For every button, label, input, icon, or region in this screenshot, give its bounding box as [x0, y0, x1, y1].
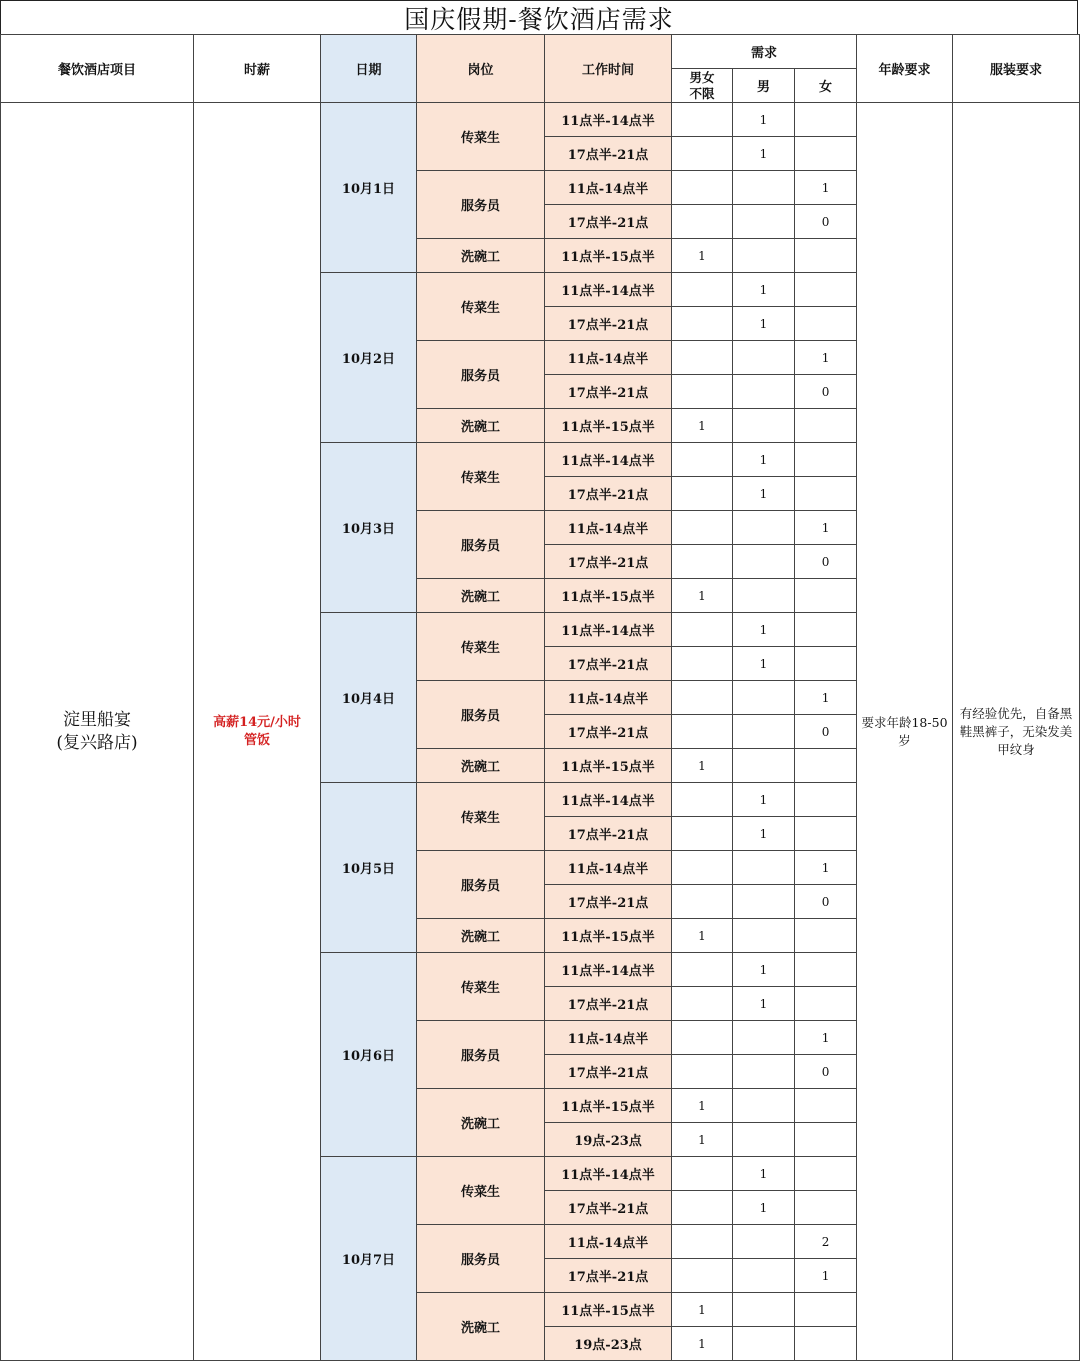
shift-time: 11点半-15点半 [545, 409, 672, 443]
sheet-title: 国庆假期-餐饮酒店需求 [0, 0, 1078, 34]
demand-male [733, 1327, 795, 1361]
position-cell: 洗碗工 [417, 579, 545, 613]
demand-any [672, 681, 733, 715]
shift-time: 17点半-21点 [545, 307, 672, 341]
demand-female [795, 749, 857, 783]
dress-requirement-line1: 有经验优先，自备黑 [959, 705, 1073, 721]
demand-female: 1 [795, 511, 857, 545]
position-cell: 服务员 [417, 851, 545, 919]
age-requirement-cell [857, 103, 953, 1361]
shift-time: 11点半-14点半 [545, 953, 672, 987]
header-gender-any [672, 69, 733, 103]
demand-any: 1 [672, 1123, 733, 1157]
demand-male [733, 341, 795, 375]
demand-any [672, 205, 733, 239]
demand-female [795, 1327, 857, 1361]
demand-male: 1 [733, 783, 795, 817]
demand-female: 0 [795, 375, 857, 409]
demand-female: 1 [795, 1259, 857, 1293]
demand-male [733, 375, 795, 409]
shift-time: 11点-14点半 [545, 171, 672, 205]
date-cell: 10月2日 [321, 273, 417, 443]
demand-male [733, 1293, 795, 1327]
header-work-time: 工作时间 [545, 35, 672, 103]
demand-female [795, 783, 857, 817]
demand-male: 1 [733, 817, 795, 851]
demand-any [672, 1021, 733, 1055]
demand-any: 1 [672, 409, 733, 443]
demand-any [672, 647, 733, 681]
shift-time: 17点半-21点 [545, 1055, 672, 1089]
demand-male [733, 205, 795, 239]
demand-any [672, 1225, 733, 1259]
demand-male: 1 [733, 987, 795, 1021]
demand-male: 1 [733, 647, 795, 681]
position-cell: 传菜生 [417, 273, 545, 341]
date-cell: 10月5日 [321, 783, 417, 953]
shift-time: 17点半-21点 [545, 885, 672, 919]
shift-time: 11点半-15点半 [545, 1089, 672, 1123]
demand-female [795, 103, 857, 137]
demand-male: 1 [733, 103, 795, 137]
demand-male: 1 [733, 1191, 795, 1225]
demand-any: 1 [672, 1327, 733, 1361]
venue-cell [1, 103, 194, 1361]
shift-time: 17点半-21点 [545, 817, 672, 851]
shift-time: 11点-14点半 [545, 851, 672, 885]
demand-any: 1 [672, 1089, 733, 1123]
shift-time: 11点-14点半 [545, 1225, 672, 1259]
header-wage: 时薪 [194, 35, 321, 103]
demand-male [733, 1021, 795, 1055]
shift-time: 17点半-21点 [545, 1259, 672, 1293]
demand-any [672, 1055, 733, 1089]
demand-male: 1 [733, 307, 795, 341]
demand-female: 1 [795, 681, 857, 715]
demand-female [795, 817, 857, 851]
shift-time: 11点半-14点半 [545, 783, 672, 817]
position-cell: 传菜生 [417, 953, 545, 1021]
header-position: 岗位 [417, 35, 545, 103]
demand-female [795, 307, 857, 341]
demand-male [733, 1123, 795, 1157]
position-cell: 洗碗工 [417, 919, 545, 953]
dress-requirement-line2: 鞋黑裤子，无染发美 [959, 723, 1073, 739]
demand-male: 1 [733, 137, 795, 171]
demand-female [795, 409, 857, 443]
demand-any [672, 273, 733, 307]
date-cell: 10月4日 [321, 613, 417, 783]
venue-branch: (复兴路店) [56, 732, 138, 753]
demand-female: 0 [795, 205, 857, 239]
demand-male: 1 [733, 477, 795, 511]
shift-time: 11点半-15点半 [545, 919, 672, 953]
position-cell: 服务员 [417, 681, 545, 749]
position-cell: 服务员 [417, 511, 545, 579]
header-demand: 需求 [672, 35, 857, 69]
demand-female [795, 239, 857, 273]
demand-any [672, 613, 733, 647]
venue-name: 淀里船宴 [63, 709, 131, 730]
demand-any [672, 137, 733, 171]
demand-male: 1 [733, 273, 795, 307]
demand-female [795, 1157, 857, 1191]
position-cell: 洗碗工 [417, 1293, 545, 1361]
header-gender-any-line2: 不限 [689, 85, 715, 101]
date-cell: 10月1日 [321, 103, 417, 273]
shift-time: 11点半-14点半 [545, 103, 672, 137]
position-cell: 传菜生 [417, 1157, 545, 1225]
demand-male [733, 715, 795, 749]
age-requirement-line2: 岁 [898, 732, 911, 748]
shift-time: 17点半-21点 [545, 477, 672, 511]
demand-any [672, 341, 733, 375]
position-cell: 传菜生 [417, 443, 545, 511]
demand-female [795, 1123, 857, 1157]
shift-time: 19点-23点 [545, 1327, 672, 1361]
header-male: 男 [733, 69, 795, 103]
shift-time: 11点半-14点半 [545, 1157, 672, 1191]
shift-time: 17点半-21点 [545, 545, 672, 579]
demand-male [733, 239, 795, 273]
shift-time: 11点-14点半 [545, 1021, 672, 1055]
demand-any: 1 [672, 579, 733, 613]
demand-any [672, 477, 733, 511]
position-cell: 服务员 [417, 1225, 545, 1293]
demand-male [733, 409, 795, 443]
wage-rate: 高薪14元/小时 [213, 714, 301, 730]
demand-female [795, 137, 857, 171]
demand-male [733, 851, 795, 885]
demand-female [795, 579, 857, 613]
header-gender-any-line1: 男女 [689, 69, 715, 85]
dress-requirement-line3: 甲纹身 [997, 741, 1035, 757]
dress-requirement-cell [953, 103, 1080, 1361]
demand-any: 1 [672, 239, 733, 273]
demand-male [733, 919, 795, 953]
shift-time: 11点半-15点半 [545, 749, 672, 783]
shift-time: 11点半-14点半 [545, 443, 672, 477]
header-date: 日期 [321, 35, 417, 103]
shift-time: 11点-14点半 [545, 681, 672, 715]
demand-female [795, 987, 857, 1021]
demand-any [672, 783, 733, 817]
demand-female: 0 [795, 715, 857, 749]
demand-male [733, 749, 795, 783]
shift-time: 11点半-15点半 [545, 1293, 672, 1327]
header-project: 餐饮酒店项目 [1, 35, 194, 103]
shift-time: 11点半-14点半 [545, 613, 672, 647]
demand-any [672, 171, 733, 205]
position-cell: 传菜生 [417, 783, 545, 851]
wage-cell [194, 103, 321, 1361]
demand-female: 2 [795, 1225, 857, 1259]
header-dress: 服装要求 [953, 35, 1080, 103]
demand-any [672, 1259, 733, 1293]
demand-female: 1 [795, 171, 857, 205]
position-cell: 洗碗工 [417, 1089, 545, 1157]
position-cell: 洗碗工 [417, 749, 545, 783]
wage-meal: 管饭 [243, 732, 270, 748]
demand-male [733, 171, 795, 205]
position-cell: 洗碗工 [417, 239, 545, 273]
demand-any [672, 375, 733, 409]
demand-male: 1 [733, 1157, 795, 1191]
shift-time: 11点半-15点半 [545, 579, 672, 613]
table-row [1, 103, 1080, 137]
demand-male [733, 1225, 795, 1259]
demand-male [733, 579, 795, 613]
shift-time: 17点半-21点 [545, 205, 672, 239]
header-age: 年龄要求 [857, 35, 953, 103]
demand-any [672, 511, 733, 545]
shift-time: 11点半-15点半 [545, 239, 672, 273]
demand-any [672, 987, 733, 1021]
demand-female [795, 953, 857, 987]
demand-male: 1 [733, 953, 795, 987]
demand-female: 0 [795, 1055, 857, 1089]
demand-any [672, 715, 733, 749]
shift-time: 17点半-21点 [545, 375, 672, 409]
demand-any: 1 [672, 919, 733, 953]
demand-female [795, 647, 857, 681]
shift-time: 17点半-21点 [545, 137, 672, 171]
demand-any [672, 103, 733, 137]
demand-table [0, 34, 1080, 1361]
position-cell: 传菜生 [417, 103, 545, 171]
demand-female [795, 919, 857, 953]
shift-time: 19点-23点 [545, 1123, 672, 1157]
demand-any [672, 885, 733, 919]
shift-time: 11点-14点半 [545, 511, 672, 545]
demand-any [672, 443, 733, 477]
demand-female: 1 [795, 341, 857, 375]
demand-any [672, 307, 733, 341]
header-female: 女 [795, 69, 857, 103]
demand-male: 1 [733, 613, 795, 647]
demand-any [672, 851, 733, 885]
shift-time: 11点半-14点半 [545, 273, 672, 307]
demand-female [795, 613, 857, 647]
demand-any [672, 1191, 733, 1225]
demand-any: 1 [672, 749, 733, 783]
demand-male [733, 1055, 795, 1089]
position-cell: 服务员 [417, 341, 545, 409]
demand-male [733, 885, 795, 919]
demand-female [795, 1293, 857, 1327]
demand-female: 1 [795, 851, 857, 885]
demand-any: 1 [672, 1293, 733, 1327]
demand-female: 0 [795, 885, 857, 919]
demand-male [733, 681, 795, 715]
demand-female [795, 1191, 857, 1225]
position-cell: 传菜生 [417, 613, 545, 681]
demand-male [733, 1259, 795, 1293]
date-cell: 10月7日 [321, 1157, 417, 1361]
demand-any [672, 545, 733, 579]
shift-time: 11点-14点半 [545, 341, 672, 375]
demand-female: 0 [795, 545, 857, 579]
demand-male: 1 [733, 443, 795, 477]
shift-time: 17点半-21点 [545, 647, 672, 681]
demand-female [795, 273, 857, 307]
demand-male [733, 511, 795, 545]
demand-any [672, 953, 733, 987]
date-cell: 10月3日 [321, 443, 417, 613]
demand-female [795, 477, 857, 511]
demand-any [672, 1157, 733, 1191]
shift-time: 17点半-21点 [545, 987, 672, 1021]
demand-male [733, 545, 795, 579]
position-cell: 洗碗工 [417, 409, 545, 443]
demand-female [795, 443, 857, 477]
demand-female: 1 [795, 1021, 857, 1055]
age-requirement-line1: 要求年龄18-50 [861, 714, 948, 730]
demand-male [733, 1089, 795, 1123]
demand-any [672, 817, 733, 851]
shift-time: 17点半-21点 [545, 715, 672, 749]
shift-time: 17点半-21点 [545, 1191, 672, 1225]
demand-female [795, 1089, 857, 1123]
position-cell: 服务员 [417, 1021, 545, 1089]
position-cell: 服务员 [417, 171, 545, 239]
date-cell: 10月6日 [321, 953, 417, 1157]
